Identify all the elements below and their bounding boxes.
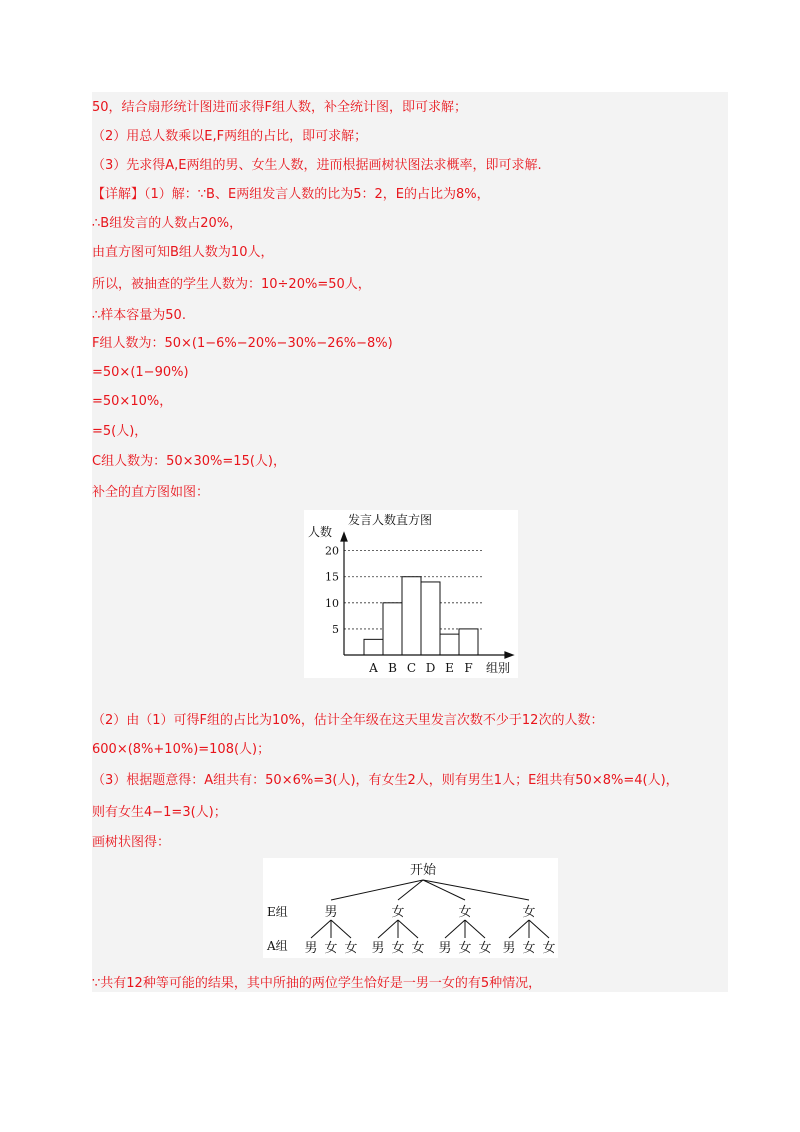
bar-A: [364, 639, 383, 655]
y-tick-label: 15: [325, 570, 339, 584]
tree-e-group-label: E组: [267, 905, 288, 919]
text-line-4: [92, 186, 490, 204]
x-axis-arrow: [505, 652, 513, 658]
text-line-2: （2）用总人数乘以E,F两组的占比，即可求解；: [92, 129, 368, 144]
tree-diagram: [263, 858, 558, 958]
text-line-7: 所以，被抽查的学生人数为：10÷20%=50人，: [92, 277, 371, 292]
tree-node-a: 女: [411, 941, 425, 956]
tree-node-a: 女: [542, 941, 556, 956]
tree-svg: [263, 858, 558, 958]
bar-F: [459, 629, 478, 655]
tree-root: 开始: [409, 863, 437, 878]
text-line-3: （3）先求得A,E两组的男、女生人数，进而根据画树状图法求概率，即可求解.: [92, 158, 542, 173]
y-tick-label: 5: [332, 622, 339, 636]
x-tick-label-C: C: [406, 661, 417, 675]
x-tick-label-E: E: [445, 661, 454, 675]
tree-node-e: 男: [324, 905, 338, 920]
y-tick-label: 20: [325, 544, 339, 558]
text-line-12: =5(人)，: [92, 424, 148, 439]
tree-edge-root: [423, 880, 529, 900]
tree-node-a: 女: [458, 941, 472, 956]
text-line-19: 画树状图得：: [92, 835, 171, 850]
x-tick-label-B: B: [388, 661, 397, 675]
tree-edge-leaf: [331, 920, 351, 938]
tree-node-e: 女: [522, 905, 536, 920]
tree-node-a: 男: [304, 941, 318, 956]
tree-node-a: 男: [371, 941, 385, 956]
detail-text: （1）解：∵B、E两组发言人数的比为5：2，E的占比为8%，: [144, 187, 490, 202]
tree-edge-leaf: [311, 920, 331, 938]
bar-B: [383, 603, 402, 655]
tree-node-a: 女: [344, 941, 358, 956]
text-line-17: （3）根据题意得：A组共有：50×6%=3(人)，有女生2人，则有男生1人；E组共有50×8%=4(人)，: [92, 773, 679, 788]
tree-edge-leaf: [529, 920, 549, 938]
bar-C: [402, 577, 421, 655]
tree-edge-leaf: [398, 920, 418, 938]
text-line-10: =50×(1−90%): [92, 365, 189, 380]
detail-tag: 【详解】: [92, 187, 145, 202]
bar-E: [440, 634, 459, 655]
tree-edge-root: [423, 880, 465, 900]
tree-edge-leaf: [465, 920, 485, 938]
text-line-6: 由直方图可知B组人数为10人，: [92, 245, 274, 260]
text-line-5: ∴B组发言的人数占20%，: [92, 216, 243, 231]
tree-edge-leaf: [509, 920, 529, 938]
tree-node-e: 女: [391, 905, 405, 920]
text-line-8: ∴样本容量为50.: [92, 308, 186, 323]
tree-edge-root: [331, 880, 423, 900]
text-line-18: 则有女生4−1=3(人)；: [92, 805, 227, 820]
text-line-11: =50×10%，: [92, 394, 173, 409]
tree-edge-leaf: [445, 920, 465, 938]
x-tick-label-F: F: [464, 661, 473, 675]
tree-node-a: 女: [391, 941, 405, 956]
text-line-9: F组人数为：50×(1−6%−20%−30%−26%−8%): [92, 336, 393, 351]
x-tick-label-D: D: [425, 661, 436, 675]
tree-node-a: 女: [324, 941, 338, 956]
text-line-14: 补全的直方图如图：: [92, 485, 210, 500]
tree-node-a: 女: [478, 941, 492, 956]
chart-x-label: 组别: [486, 661, 511, 675]
y-tick-label: 10: [325, 596, 339, 610]
histogram-figure: [304, 510, 518, 678]
tree-node-a: 男: [438, 941, 452, 956]
histogram-chart: [304, 510, 518, 678]
text-line-16: 600×(8%+10%)=108(人)；: [92, 742, 271, 757]
text-line-20: ∵共有12种等可能的结果，其中所抽的两位学生恰好是一男一女的有5种情况，: [92, 976, 542, 991]
tree-node-e: 女: [458, 905, 472, 920]
tree-a-group-label: A组: [267, 939, 288, 953]
chart-y-label: 人数: [308, 525, 333, 539]
text-line-15: （2）由（1）可得F组的占比为10%，估计全年级在这天里发言次数不少于12次的人数：: [92, 713, 604, 728]
chart-title: 发言人数直方图: [348, 513, 433, 527]
text-line-13: C组人数为：50×30%=15(人)，: [92, 454, 286, 469]
text-line-1: 50，结合扇形统计图进而求得F组人数，补全统计图，即可求解；: [92, 100, 468, 115]
tree-edge-leaf: [378, 920, 398, 938]
tree-node-a: 男: [502, 941, 516, 956]
x-tick-label-A: A: [369, 661, 378, 675]
y-axis-arrow: [341, 533, 347, 541]
tree-node-a: 女: [522, 941, 536, 956]
bar-D: [421, 582, 440, 655]
